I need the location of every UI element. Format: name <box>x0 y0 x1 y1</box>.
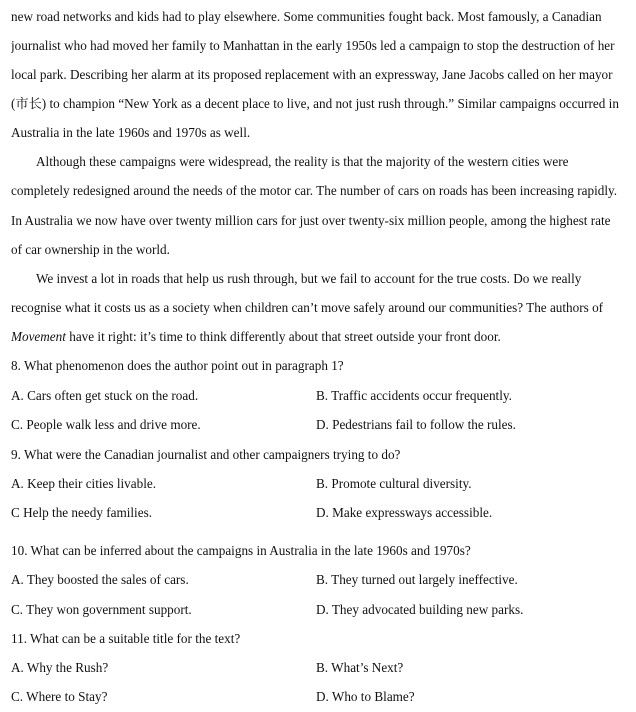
option-d[interactable]: D. Pedestrians fail to follow the rules. <box>316 417 516 432</box>
option-b[interactable]: B. What’s Next? <box>316 660 404 675</box>
option-a[interactable]: A. Keep their cities livable. <box>11 476 157 491</box>
passage-line: We invest a lot in roads that help us rush through, but we fail to account for the true costs. Do we really <box>36 271 582 286</box>
option-d[interactable]: D. Make expressways accessible. <box>316 505 493 520</box>
passage-line: (市长) to champion “New York as a decent place to live, and not just rush through.” Similar campaigns occurred in <box>11 96 619 111</box>
passage-line: Although these campaigns were widespread, the reality is that the majority of the western cities were <box>36 154 569 169</box>
question-stem: 11. What can be a suitable title for the text? <box>11 631 241 646</box>
option-c[interactable]: C. They won government support. <box>11 602 192 617</box>
passage-text: have it right: it’s time to think differently about that street outside your front door. <box>65 329 501 344</box>
passage-line: In Australia we now have over twenty million cars for just over twenty-six million people, among the highest rate <box>11 213 611 228</box>
passage-line: recognise what it costs us as a society when children can’t move safely around our communities? The authors of <box>11 300 604 315</box>
passage-line: completely redesigned around the needs of the motor car. The number of cars on roads has been increasing rapidly. <box>11 183 618 198</box>
passage-line: Australia in the late 1960s and 1970s as well. <box>11 125 251 140</box>
book-title: Movement <box>11 329 66 344</box>
option-c[interactable]: C. People walk less and drive more. <box>11 417 201 432</box>
option-d[interactable]: D. They advocated building new parks. <box>316 602 524 617</box>
option-c[interactable]: C Help the needy families. <box>11 505 152 520</box>
option-d[interactable]: D. Who to Blame? <box>316 689 415 704</box>
option-b[interactable]: B. Promote cultural diversity. <box>316 476 472 491</box>
question-stem: 10. What can be inferred about the campaigns in Australia in the late 1960s and 1970s? <box>11 543 471 558</box>
option-a[interactable]: A. Why the Rush? <box>11 660 109 675</box>
passage-line: new road networks and kids had to play elsewhere. Some communities fought back. Most famously, a Canadian <box>11 9 602 24</box>
option-a[interactable]: A. They boosted the sales of cars. <box>11 572 189 587</box>
passage-line: local park. Describing her alarm at its proposed replacement with an expressway, Jane Jacobs called on her mayor <box>11 67 613 82</box>
passage-line <box>11 322 632 351</box>
question-stem: 9. What were the Canadian journalist and other campaigners trying to do? <box>11 447 401 462</box>
option-c[interactable]: C. Where to Stay? <box>11 689 108 704</box>
passage-line: journalist who had moved her family to Manhattan in the early 1950s led a campaign to stop the destruction of her <box>11 38 615 53</box>
question-stem: 8. What phenomenon does the author point out in paragraph 1? <box>11 358 344 373</box>
option-a[interactable]: A. Cars often get stuck on the road. <box>11 388 199 403</box>
option-b[interactable]: B. Traffic accidents occur frequently. <box>316 388 512 403</box>
passage-line: of car ownership in the world. <box>11 242 170 257</box>
option-b[interactable]: B. They turned out largely ineffective. <box>316 572 518 587</box>
